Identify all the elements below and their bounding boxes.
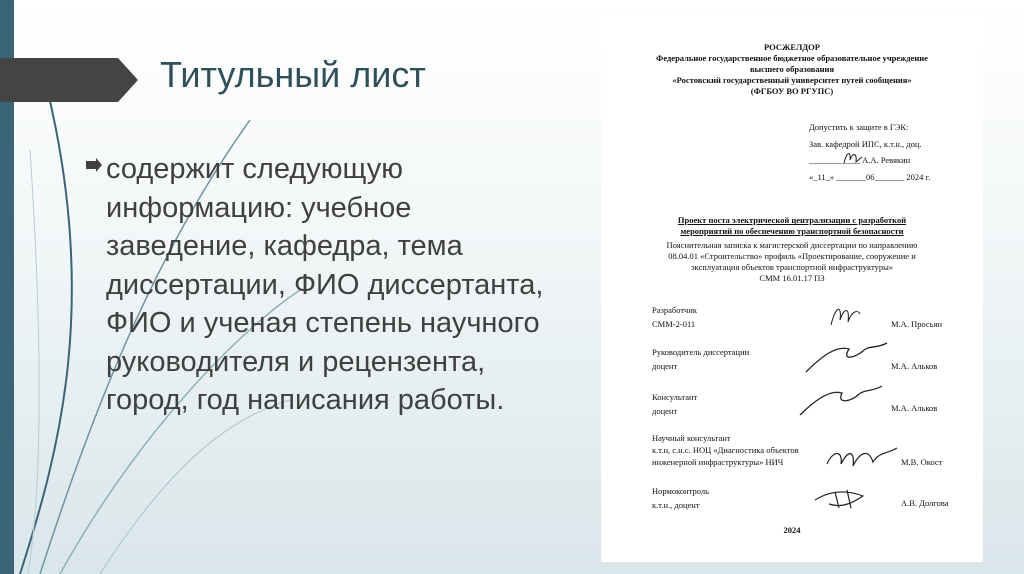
doc-header-line1: Федеральное государственное бюджетное образовательное учреждение [656, 53, 928, 63]
title-arrow [118, 58, 138, 102]
signatory-name: М.А. Просьян [891, 319, 943, 329]
doc-header-line4: (ФГБОУ ВО РГУПС) [750, 86, 834, 96]
slide-title: Титульный лист [160, 54, 426, 95]
approval-signature-icon [841, 148, 865, 166]
signatory-detail: к.т.н., доцент [652, 500, 700, 510]
signature-icon [811, 486, 881, 512]
doc-topic-line2: мероприятий по обеспечению транспортной безопасности [680, 226, 904, 236]
doc-note-line1: Пояснительная записка к магистерской диссертации по направлению [666, 240, 918, 250]
doc-note-line2: 08.04.01 «Строительство» профиль «Проектирование, сооружение и [668, 251, 916, 261]
signatory-role: Нормоконтроль [652, 486, 709, 496]
doc-approval-line2: Зав. кафедрой ИПС, к.т.н., доц. [809, 139, 922, 149]
doc-approval-line1: Допустить к защите в ГЭК: [809, 122, 909, 132]
title-page-image [601, 12, 983, 562]
signature-icon [826, 300, 866, 330]
arrow-bullet-icon [86, 158, 102, 172]
signatory-detail: к.т.н, с.н.с. НОЦ «Диагностика объектов [652, 445, 799, 455]
doc-note-line4: СММ 16.01.17 ПЗ [759, 273, 825, 283]
doc-header-line3: «Ростовский государственный университет путей сообщения» [672, 75, 912, 85]
signature-icon [796, 379, 886, 419]
signatory-role: Научный консультант [652, 433, 731, 443]
title-band [0, 58, 118, 102]
signatory-name: М.В. Окост [901, 457, 943, 467]
signatory-name: М.А. Альков [891, 403, 938, 413]
signatory-detail-2: инженерной инфраструктуры» НИЧ [652, 457, 784, 467]
signatory-name: М.А. Альков [891, 361, 938, 371]
signature-icon [823, 442, 901, 474]
doc-note-line3: эксплуатация объектов транспортной инфраструктуры» [690, 262, 894, 272]
signatory-role: Руководитель диссертации [652, 347, 750, 357]
bullet-text: содержит следующую информацию: учебное заведение, кафедра, тема диссертации, ФИО диссертанта, ФИО и ученая степень научного руководителя и рецензента, город, год написания работы. [106, 153, 544, 416]
doc-topic-line1: Проект поста электрической централизации с разработкой [677, 215, 907, 225]
signature-icon [801, 337, 891, 377]
doc-approval-line4: «_11_» _______06_______ 2024 г. [809, 172, 931, 182]
signatory-detail: доцент [652, 361, 678, 371]
doc-year: 2024 [783, 525, 801, 535]
signatory-role: Консультант [652, 392, 698, 402]
signatory-detail: СММ-2-011 [652, 319, 696, 329]
signatory-role: Разработчик [652, 305, 698, 315]
signatory-name: А.В. Долгова [901, 498, 949, 508]
signatory-detail: доцент [652, 406, 678, 416]
doc-org: РОСЖЕЛДОР [764, 42, 820, 52]
doc-header-line2: высшего образования [749, 64, 835, 74]
doc-approval-line3: ____________ А.А. Ревякин [809, 155, 911, 165]
